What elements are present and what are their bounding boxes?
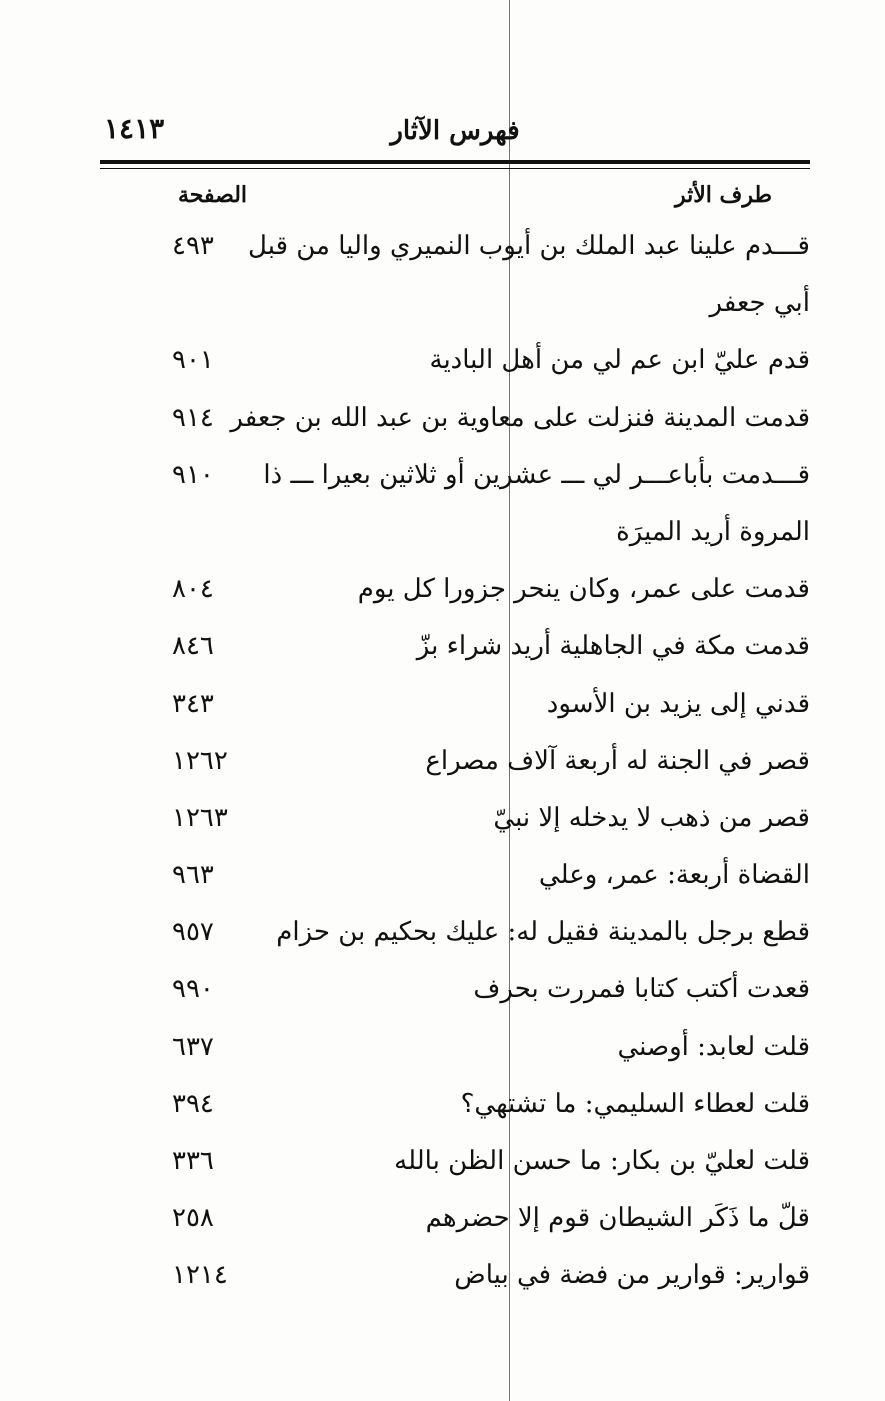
entry-page-number: ٣٣٦ bbox=[172, 1146, 214, 1176]
column-header-page: الصفحة bbox=[178, 182, 248, 208]
entry-text: قلت لعليّ بن بكار: ما حسن الظن بالله bbox=[394, 1146, 810, 1176]
entry-page-number: ٦٣٧ bbox=[172, 1031, 214, 1062]
entry-page-number: ٩٥٧ bbox=[172, 917, 214, 948]
entry-text: قدني إلى يزيد بن الأسود bbox=[546, 688, 810, 719]
index-line bbox=[100, 397, 810, 454]
entry-text: قلت لعابد: أوصني bbox=[617, 1031, 810, 1062]
index-line bbox=[100, 911, 810, 968]
entry-page-number: ١٢١٤ bbox=[172, 1260, 228, 1291]
entry-page-number: ٩٦٣ bbox=[172, 860, 214, 891]
header-rule-thin bbox=[100, 168, 810, 169]
page-number: ١٤١٣ bbox=[104, 112, 165, 145]
running-title: فهرس الآثار bbox=[390, 116, 520, 146]
entry-text: قوارير: قوارير من فضة في بياض bbox=[454, 1260, 810, 1291]
index-line bbox=[100, 740, 810, 797]
entry-text: قدمت مكة في الجاهلية أريد شراء بزّ bbox=[416, 631, 810, 662]
entry-text: قعدت أكتب كتابا فمررت بحرف bbox=[473, 974, 810, 1005]
entry-text: القضاة أربعة: عمر، وعلي bbox=[538, 860, 810, 891]
entry-text: قلت لعطاء السليمي: ما تشتهي؟ bbox=[460, 1088, 810, 1119]
index-line bbox=[100, 282, 810, 339]
index-line bbox=[100, 1254, 810, 1311]
entry-text: قدمت المدينة فنزلت على معاوية بن عبد الله بن جعفر bbox=[230, 402, 810, 433]
entry-page-number: ٨٤٦ bbox=[172, 631, 214, 662]
entry-page-number: ٢٥٨ bbox=[172, 1203, 214, 1234]
index-line bbox=[100, 339, 810, 396]
entry-page-number: ١٢٦٢ bbox=[172, 745, 228, 776]
entry-text: قطع برجل بالمدينة فقيل له: عليك بحكيم بن حزام bbox=[276, 917, 810, 948]
index-line bbox=[100, 454, 810, 511]
entry-page-number: ٤٩٣ bbox=[172, 231, 214, 261]
entry-page-number: ٩٠١ bbox=[172, 345, 214, 376]
index-line bbox=[100, 225, 810, 282]
entry-text: المروة أريد الميرَة bbox=[616, 516, 810, 547]
index-line bbox=[100, 1026, 810, 1083]
entry-text: قصر في الجنة له أربعة آلاف مصراع bbox=[425, 745, 810, 776]
entry-page-number: ٩١٤ bbox=[172, 402, 214, 433]
entry-page-number: ٨٠٤ bbox=[172, 574, 214, 605]
entry-text: قـــدم علينا عبد الملك بن أيوب النميري واليا من قبل bbox=[248, 231, 810, 261]
header-rule-thick bbox=[100, 160, 810, 164]
entry-text: قلّ ما ذَكَر الشيطان قوم إلا حضرهم bbox=[425, 1203, 810, 1234]
index-line bbox=[100, 1083, 810, 1140]
index-line bbox=[100, 797, 810, 854]
index-line bbox=[100, 1197, 810, 1254]
entry-page-number: ١٢٦٣ bbox=[172, 802, 228, 833]
index-entries bbox=[100, 225, 810, 1312]
entry-text: قصر من ذهب لا يدخله إلا نبيّ bbox=[493, 802, 810, 833]
index-line bbox=[100, 683, 810, 740]
entry-text: قـــدمت بأباعـــر لي ـــ عشرين أو ثلاثين بعيرا ـــ ذا bbox=[263, 459, 810, 490]
entry-page-number: ٣٩٤ bbox=[172, 1088, 214, 1119]
entry-page-number: ٩١٠ bbox=[172, 459, 214, 490]
index-line bbox=[100, 511, 810, 568]
entry-text: قدمت على عمر، وكان ينحر جزورا كل يوم bbox=[357, 574, 810, 605]
entry-text: قدم عليّ ابن عم لي من أهل البادية bbox=[429, 345, 810, 376]
entry-page-number: ٩٩٠ bbox=[172, 974, 214, 1005]
index-line bbox=[100, 568, 810, 625]
entry-text: أبي جعفر bbox=[709, 288, 810, 319]
index-line bbox=[100, 968, 810, 1025]
index-line bbox=[100, 1140, 810, 1197]
column-header-entry: طرف الأثر bbox=[674, 182, 772, 208]
entry-page-number: ٣٤٣ bbox=[172, 688, 214, 719]
index-line bbox=[100, 625, 810, 682]
page-header bbox=[100, 112, 810, 162]
index-line bbox=[100, 854, 810, 911]
